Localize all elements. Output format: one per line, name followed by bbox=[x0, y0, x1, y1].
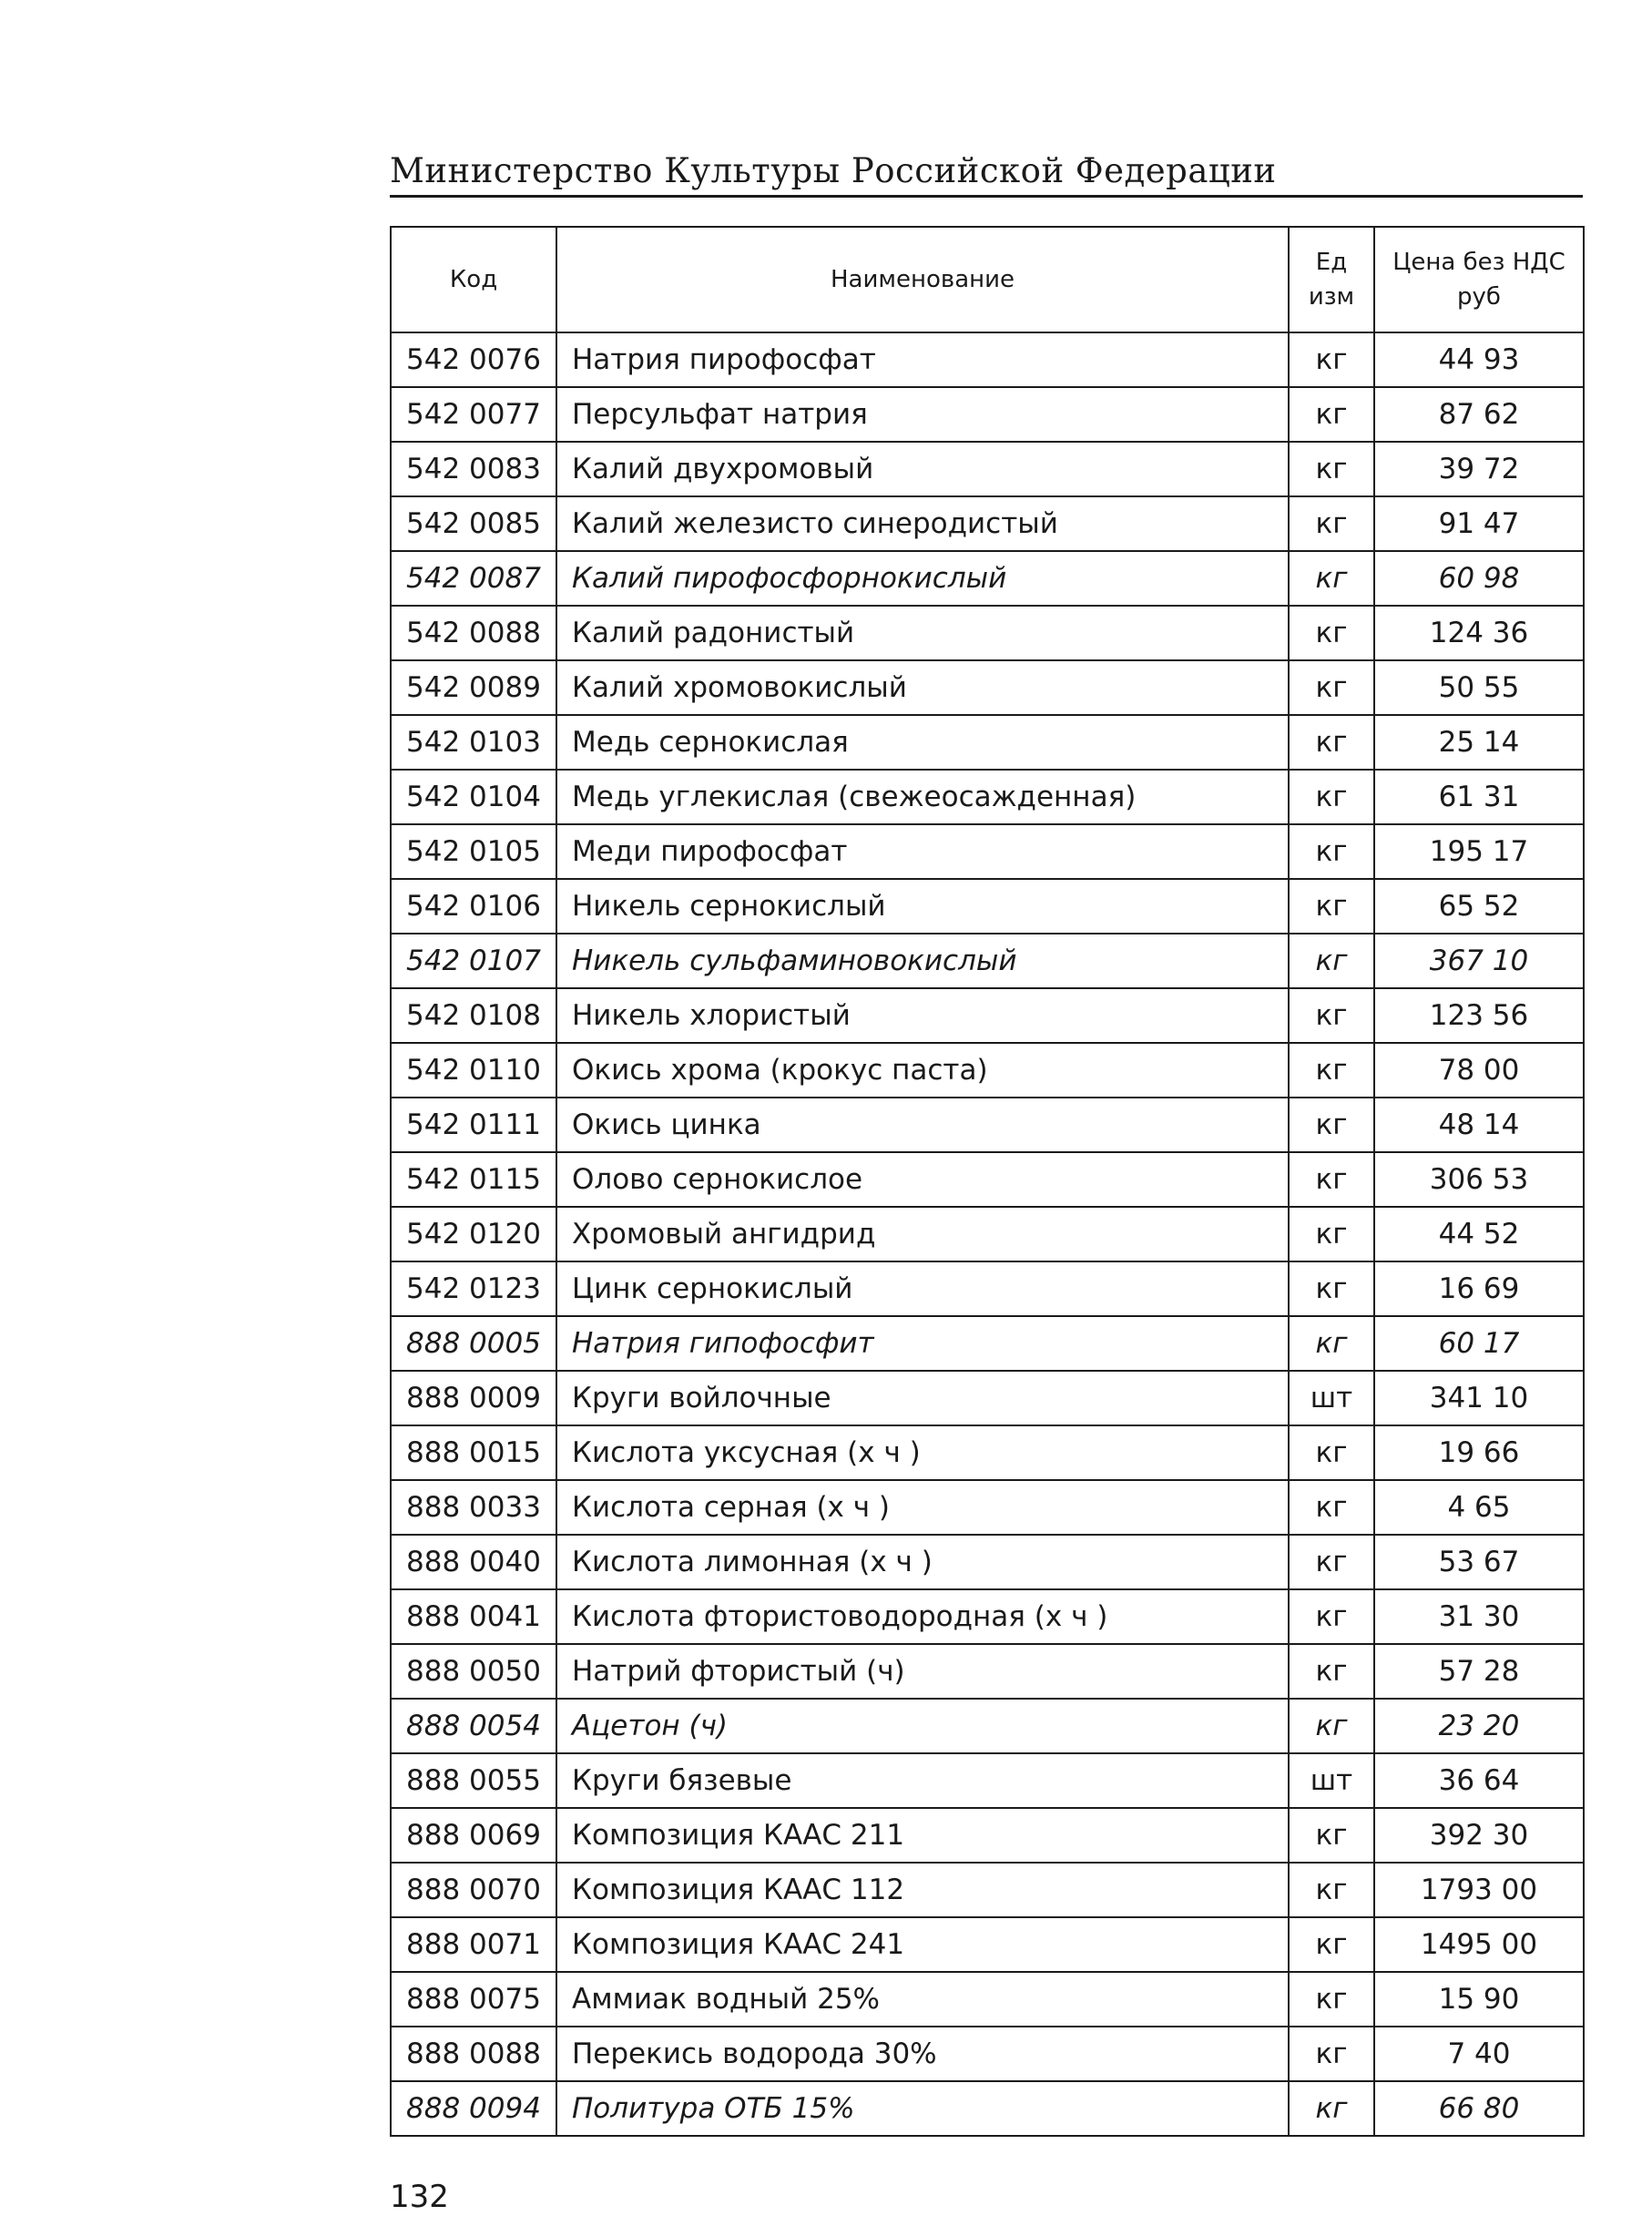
cell-price: 7 40 bbox=[1374, 2027, 1584, 2081]
cell-code: 542 0076 bbox=[391, 332, 556, 387]
cell-unit: кг bbox=[1289, 1261, 1374, 1316]
cell-price: 60 17 bbox=[1374, 1316, 1584, 1371]
cell-price: 39 72 bbox=[1374, 442, 1584, 496]
cell-code: 888 0069 bbox=[391, 1808, 556, 1863]
table-row bbox=[391, 496, 1584, 551]
cell-price: 31 30 bbox=[1374, 1589, 1584, 1644]
table-row bbox=[391, 1863, 1584, 1917]
cell-price: 306 53 bbox=[1374, 1152, 1584, 1207]
table-row bbox=[391, 1043, 1584, 1098]
cell-name: Композиция КААС 112 bbox=[556, 1863, 1289, 1917]
page-title: Министерство Культуры Российской Федерации bbox=[390, 151, 1277, 190]
cell-price: 57 28 bbox=[1374, 1644, 1584, 1699]
cell-name: Политура ОТБ 15% bbox=[556, 2081, 1289, 2136]
cell-code: 542 0104 bbox=[391, 770, 556, 824]
table-row bbox=[391, 1316, 1584, 1371]
header-rule bbox=[390, 195, 1583, 198]
cell-price: 44 93 bbox=[1374, 332, 1584, 387]
cell-unit: кг bbox=[1289, 2081, 1374, 2136]
table-row bbox=[391, 879, 1584, 934]
table-row bbox=[391, 1261, 1584, 1316]
table-row bbox=[391, 1644, 1584, 1699]
cell-price: 91 47 bbox=[1374, 496, 1584, 551]
cell-name: Цинк сернокислый bbox=[556, 1261, 1289, 1316]
cell-code: 888 0041 bbox=[391, 1589, 556, 1644]
cell-code: 542 0123 bbox=[391, 1261, 556, 1316]
cell-name: Персульфат натрия bbox=[556, 387, 1289, 442]
cell-code: 888 0009 bbox=[391, 1371, 556, 1425]
table-row bbox=[391, 1098, 1584, 1152]
cell-unit: кг bbox=[1289, 442, 1374, 496]
cell-price: 15 90 bbox=[1374, 1972, 1584, 2027]
table-row bbox=[391, 988, 1584, 1043]
column-header-name: Наименование bbox=[556, 227, 1289, 332]
table-row bbox=[391, 1753, 1584, 1808]
cell-code: 888 0015 bbox=[391, 1425, 556, 1480]
table-row bbox=[391, 606, 1584, 660]
table-row bbox=[391, 551, 1584, 606]
cell-code: 542 0105 bbox=[391, 824, 556, 879]
cell-name: Калий радонистый bbox=[556, 606, 1289, 660]
cell-name: Ацетон (ч) bbox=[556, 1699, 1289, 1753]
cell-name: Калий железисто синеродистый bbox=[556, 496, 1289, 551]
cell-name: Круги войлочные bbox=[556, 1371, 1289, 1425]
table-row bbox=[391, 2081, 1584, 2136]
cell-code: 542 0120 bbox=[391, 1207, 556, 1261]
cell-name: Аммиак водный 25% bbox=[556, 1972, 1289, 2027]
cell-price: 1793 00 bbox=[1374, 1863, 1584, 1917]
cell-name: Медь углекислая (свежеосажденная) bbox=[556, 770, 1289, 824]
cell-price: 23 20 bbox=[1374, 1699, 1584, 1753]
cell-unit: кг bbox=[1289, 824, 1374, 879]
cell-code: 542 0077 bbox=[391, 387, 556, 442]
cell-name: Натрия гипофосфит bbox=[556, 1316, 1289, 1371]
table-row bbox=[391, 1972, 1584, 2027]
cell-price: 60 98 bbox=[1374, 551, 1584, 606]
table-row bbox=[391, 660, 1584, 715]
table-row bbox=[391, 1917, 1584, 1972]
cell-unit: кг bbox=[1289, 1808, 1374, 1863]
cell-code: 542 0106 bbox=[391, 879, 556, 934]
cell-code: 542 0111 bbox=[391, 1098, 556, 1152]
cell-unit: кг bbox=[1289, 1425, 1374, 1480]
table-row bbox=[391, 1808, 1584, 1863]
cell-price: 25 14 bbox=[1374, 715, 1584, 770]
cell-price: 44 52 bbox=[1374, 1207, 1584, 1261]
cell-unit: кг bbox=[1289, 1152, 1374, 1207]
cell-price: 367 10 bbox=[1374, 934, 1584, 988]
cell-unit: кг bbox=[1289, 1699, 1374, 1753]
cell-unit: кг bbox=[1289, 934, 1374, 988]
cell-unit: кг bbox=[1289, 387, 1374, 442]
cell-unit: кг bbox=[1289, 551, 1374, 606]
cell-price: 4 65 bbox=[1374, 1480, 1584, 1535]
table-row bbox=[391, 1207, 1584, 1261]
cell-unit: кг bbox=[1289, 1098, 1374, 1152]
cell-code: 542 0087 bbox=[391, 551, 556, 606]
cell-unit: кг bbox=[1289, 2027, 1374, 2081]
cell-price: 61 31 bbox=[1374, 770, 1584, 824]
cell-name: Никель сульфаминовокислый bbox=[556, 934, 1289, 988]
page-number: 132 bbox=[390, 2179, 449, 2215]
cell-unit: кг bbox=[1289, 1972, 1374, 2027]
cell-name: Кислота фтористоводородная (х ч ) bbox=[556, 1589, 1289, 1644]
cell-code: 542 0103 bbox=[391, 715, 556, 770]
table-row bbox=[391, 1480, 1584, 1535]
table-row bbox=[391, 387, 1584, 442]
cell-unit: кг bbox=[1289, 770, 1374, 824]
cell-unit: кг bbox=[1289, 1863, 1374, 1917]
cell-price: 123 56 bbox=[1374, 988, 1584, 1043]
cell-unit: кг bbox=[1289, 496, 1374, 551]
column-header-code: Код bbox=[391, 227, 556, 332]
cell-unit: кг bbox=[1289, 879, 1374, 934]
table-row bbox=[391, 442, 1584, 496]
cell-name: Круги бязевые bbox=[556, 1753, 1289, 1808]
cell-unit: кг bbox=[1289, 1644, 1374, 1699]
cell-code: 888 0050 bbox=[391, 1644, 556, 1699]
cell-price: 124 36 bbox=[1374, 606, 1584, 660]
cell-code: 888 0033 bbox=[391, 1480, 556, 1535]
cell-price: 36 64 bbox=[1374, 1753, 1584, 1808]
cell-code: 542 0115 bbox=[391, 1152, 556, 1207]
cell-code: 888 0070 bbox=[391, 1863, 556, 1917]
cell-unit: кг bbox=[1289, 1535, 1374, 1589]
cell-price: 53 67 bbox=[1374, 1535, 1584, 1589]
table-row bbox=[391, 1152, 1584, 1207]
cell-price: 1495 00 bbox=[1374, 1917, 1584, 1972]
cell-name: Никель хлористый bbox=[556, 988, 1289, 1043]
cell-price: 195 17 bbox=[1374, 824, 1584, 879]
table-header-row bbox=[391, 227, 1584, 332]
cell-code: 542 0107 bbox=[391, 934, 556, 988]
cell-name: Кислота уксусная (х ч ) bbox=[556, 1425, 1289, 1480]
cell-price: 19 66 bbox=[1374, 1425, 1584, 1480]
cell-name: Никель сернокислый bbox=[556, 879, 1289, 934]
cell-name: Кислота лимонная (х ч ) bbox=[556, 1535, 1289, 1589]
cell-price: 66 80 bbox=[1374, 2081, 1584, 2136]
cell-price: 392 30 bbox=[1374, 1808, 1584, 1863]
cell-unit: кг bbox=[1289, 660, 1374, 715]
cell-unit: кг bbox=[1289, 1917, 1374, 1972]
cell-code: 542 0089 bbox=[391, 660, 556, 715]
cell-name: Натрий фтористый (ч) bbox=[556, 1644, 1289, 1699]
cell-unit: кг bbox=[1289, 1480, 1374, 1535]
cell-name: Калий пирофосфорнокислый bbox=[556, 551, 1289, 606]
cell-unit: шт bbox=[1289, 1753, 1374, 1808]
cell-code: 542 0108 bbox=[391, 988, 556, 1043]
cell-price: 341 10 bbox=[1374, 1371, 1584, 1425]
cell-code: 888 0005 bbox=[391, 1316, 556, 1371]
table-row bbox=[391, 332, 1584, 387]
cell-name: Окись хрома (крокус паста) bbox=[556, 1043, 1289, 1098]
cell-name: Олово сернокислое bbox=[556, 1152, 1289, 1207]
cell-name: Хромовый ангидрид bbox=[556, 1207, 1289, 1261]
cell-price: 50 55 bbox=[1374, 660, 1584, 715]
cell-price: 48 14 bbox=[1374, 1098, 1584, 1152]
cell-name: Натрия пирофосфат bbox=[556, 332, 1289, 387]
cell-code: 542 0085 bbox=[391, 496, 556, 551]
cell-name: Медь сернокислая bbox=[556, 715, 1289, 770]
column-header-unit: Ед изм bbox=[1289, 227, 1374, 332]
table-row bbox=[391, 1589, 1584, 1644]
cell-unit: кг bbox=[1289, 715, 1374, 770]
cell-unit: кг bbox=[1289, 332, 1374, 387]
table-row bbox=[391, 770, 1584, 824]
cell-code: 888 0075 bbox=[391, 1972, 556, 2027]
cell-price: 16 69 bbox=[1374, 1261, 1584, 1316]
table-body bbox=[391, 332, 1584, 2136]
cell-unit: кг bbox=[1289, 988, 1374, 1043]
table-row bbox=[391, 934, 1584, 988]
cell-name: Калий двухромовый bbox=[556, 442, 1289, 496]
cell-name: Кислота серная (х ч ) bbox=[556, 1480, 1289, 1535]
cell-unit: кг bbox=[1289, 1043, 1374, 1098]
cell-name: Окись цинка bbox=[556, 1098, 1289, 1152]
cell-code: 888 0094 bbox=[391, 2081, 556, 2136]
table-row bbox=[391, 715, 1584, 770]
table-row bbox=[391, 824, 1584, 879]
cell-price: 87 62 bbox=[1374, 387, 1584, 442]
cell-unit: кг bbox=[1289, 1207, 1374, 1261]
price-table bbox=[390, 226, 1585, 2137]
table-row bbox=[391, 1425, 1584, 1480]
column-header-price: Цена без НДС руб bbox=[1374, 227, 1584, 332]
cell-code: 542 0110 bbox=[391, 1043, 556, 1098]
cell-code: 888 0040 bbox=[391, 1535, 556, 1589]
cell-unit: шт bbox=[1289, 1371, 1374, 1425]
cell-name: Композиция КААС 241 bbox=[556, 1917, 1289, 1972]
cell-price: 78 00 bbox=[1374, 1043, 1584, 1098]
cell-code: 542 0083 bbox=[391, 442, 556, 496]
cell-name: Калий хромовокислый bbox=[556, 660, 1289, 715]
cell-code: 888 0055 bbox=[391, 1753, 556, 1808]
cell-name: Композиция КААС 211 bbox=[556, 1808, 1289, 1863]
cell-code: 888 0088 bbox=[391, 2027, 556, 2081]
cell-code: 888 0071 bbox=[391, 1917, 556, 1972]
cell-name: Перекись водорода 30% bbox=[556, 2027, 1289, 2081]
table-row bbox=[391, 1535, 1584, 1589]
table-row bbox=[391, 2027, 1584, 2081]
page-header bbox=[390, 148, 1583, 202]
cell-code: 888 0054 bbox=[391, 1699, 556, 1753]
table-row bbox=[391, 1371, 1584, 1425]
cell-name: Меди пирофосфат bbox=[556, 824, 1289, 879]
cell-price: 65 52 bbox=[1374, 879, 1584, 934]
table-row bbox=[391, 1699, 1584, 1753]
cell-unit: кг bbox=[1289, 606, 1374, 660]
cell-unit: кг bbox=[1289, 1589, 1374, 1644]
cell-code: 542 0088 bbox=[391, 606, 556, 660]
cell-unit: кг bbox=[1289, 1316, 1374, 1371]
